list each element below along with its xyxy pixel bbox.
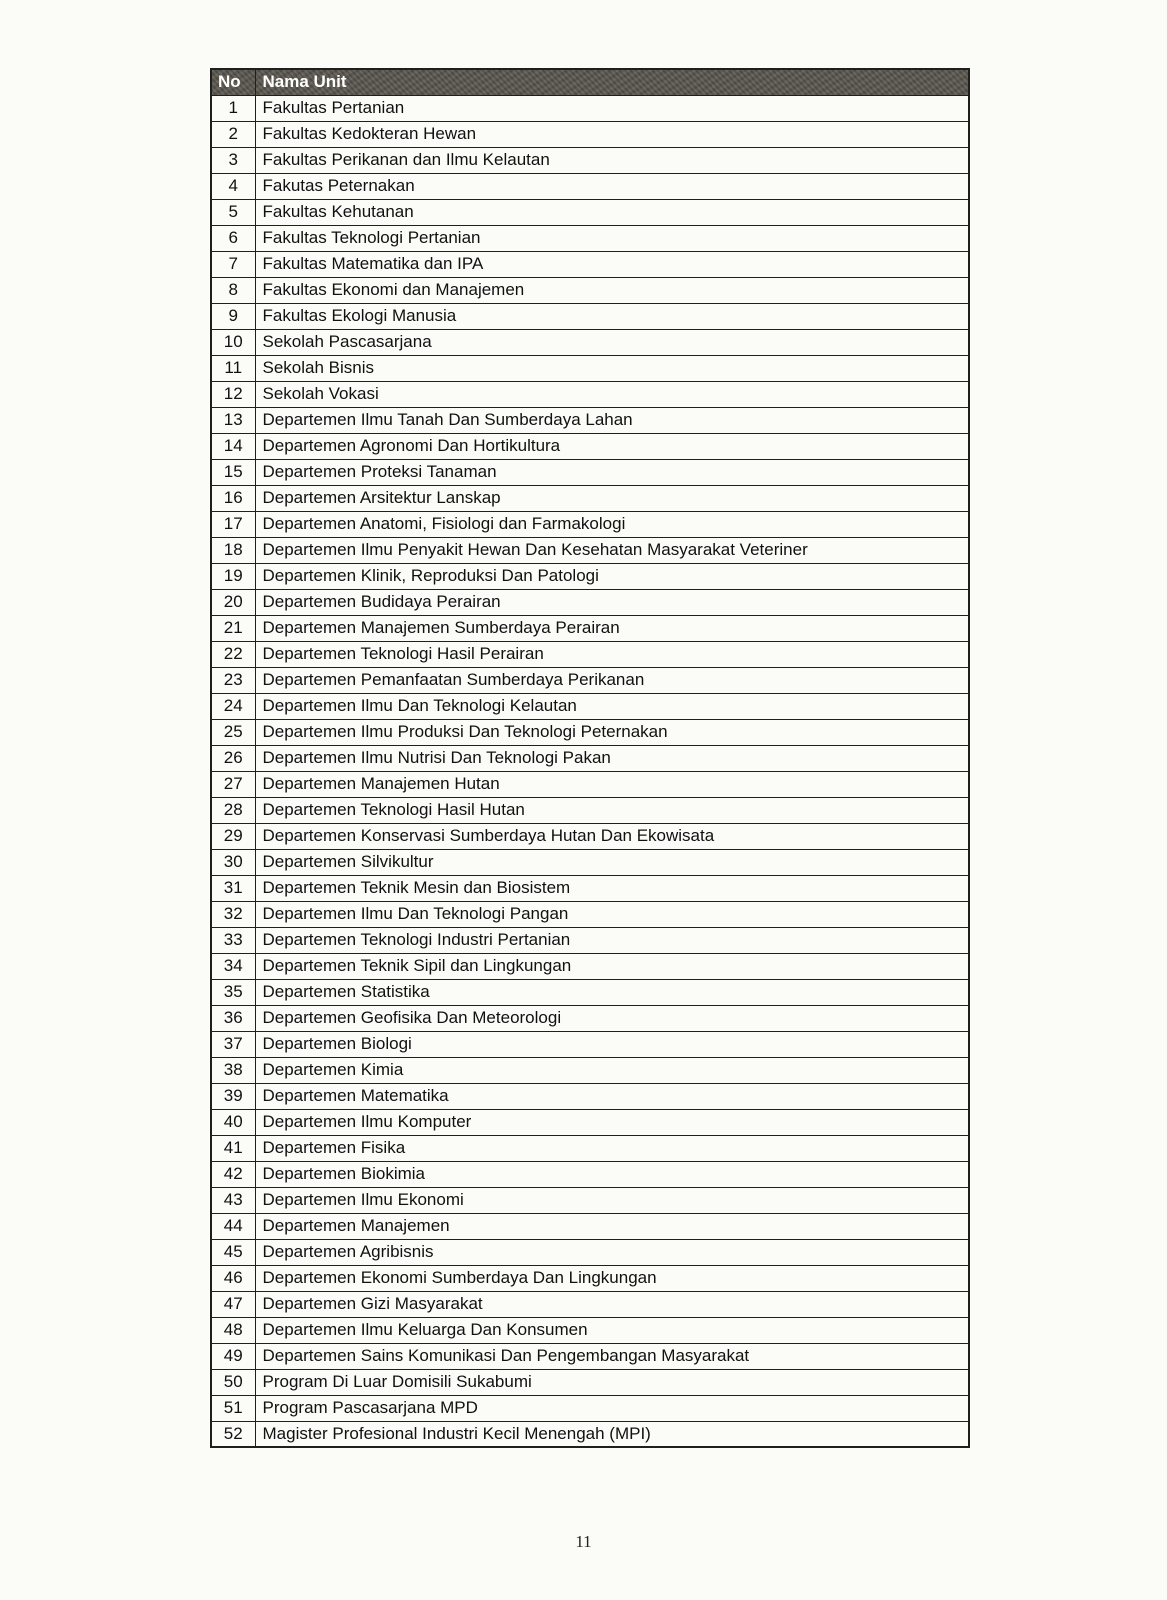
unit-name: Departemen Manajemen — [255, 1213, 969, 1239]
row-number: 11 — [211, 355, 255, 381]
row-number: 17 — [211, 511, 255, 537]
unit-name: Departemen Teknologi Industri Pertanian — [255, 927, 969, 953]
row-number: 19 — [211, 563, 255, 589]
table-row — [211, 1135, 969, 1161]
row-number: 3 — [211, 147, 255, 173]
column-header-nama-unit: Nama Unit — [255, 69, 969, 95]
table-row — [211, 797, 969, 823]
row-number: 32 — [211, 901, 255, 927]
table-row — [211, 667, 969, 693]
table-row — [211, 329, 969, 355]
table-row — [211, 771, 969, 797]
table-header-row — [211, 69, 969, 95]
unit-name: Departemen Proteksi Tanaman — [255, 459, 969, 485]
row-number: 41 — [211, 1135, 255, 1161]
row-number: 8 — [211, 277, 255, 303]
row-number: 29 — [211, 823, 255, 849]
row-number: 42 — [211, 1161, 255, 1187]
row-number: 25 — [211, 719, 255, 745]
unit-table-body — [211, 95, 969, 1447]
unit-name: Departemen Statistika — [255, 979, 969, 1005]
unit-name: Departemen Ilmu Komputer — [255, 1109, 969, 1135]
unit-name: Departemen Agronomi Dan Hortikultura — [255, 433, 969, 459]
table-row — [211, 1291, 969, 1317]
row-number: 7 — [211, 251, 255, 277]
unit-name: Departemen Manajemen Hutan — [255, 771, 969, 797]
unit-name: Departemen Silvikultur — [255, 849, 969, 875]
unit-name: Departemen Biokimia — [255, 1161, 969, 1187]
unit-name: Departemen Ekonomi Sumberdaya Dan Lingkungan — [255, 1265, 969, 1291]
row-number: 30 — [211, 849, 255, 875]
unit-name: Departemen Ilmu Dan Teknologi Pangan — [255, 901, 969, 927]
unit-name: Fakultas Kehutanan — [255, 199, 969, 225]
unit-name: Departemen Sains Komunikasi Dan Pengembangan Masyarakat — [255, 1343, 969, 1369]
row-number: 10 — [211, 329, 255, 355]
unit-name: Departemen Ilmu Ekonomi — [255, 1187, 969, 1213]
row-number: 27 — [211, 771, 255, 797]
unit-name: Departemen Teknik Mesin dan Biosistem — [255, 875, 969, 901]
table-row — [211, 927, 969, 953]
unit-name: Fakutas Peternakan — [255, 173, 969, 199]
row-number: 35 — [211, 979, 255, 1005]
unit-name: Departemen Geofisika Dan Meteorologi — [255, 1005, 969, 1031]
unit-name: Departemen Teknik Sipil dan Lingkungan — [255, 953, 969, 979]
row-number: 43 — [211, 1187, 255, 1213]
row-number: 37 — [211, 1031, 255, 1057]
unit-name: Departemen Fisika — [255, 1135, 969, 1161]
unit-name: Sekolah Pascasarjana — [255, 329, 969, 355]
unit-name: Departemen Konservasi Sumberdaya Hutan Dan Ekowisata — [255, 823, 969, 849]
table-row — [211, 433, 969, 459]
table-row — [211, 589, 969, 615]
unit-name: Sekolah Bisnis — [255, 355, 969, 381]
table-row — [211, 1265, 969, 1291]
row-number: 13 — [211, 407, 255, 433]
row-number: 18 — [211, 537, 255, 563]
row-number: 1 — [211, 95, 255, 121]
row-number: 33 — [211, 927, 255, 953]
unit-name: Fakultas Kedokteran Hewan — [255, 121, 969, 147]
row-number: 31 — [211, 875, 255, 901]
table-row — [211, 823, 969, 849]
table-row — [211, 1369, 969, 1395]
row-number: 46 — [211, 1265, 255, 1291]
unit-name: Fakultas Pertanian — [255, 95, 969, 121]
row-number: 22 — [211, 641, 255, 667]
unit-name: Departemen Teknologi Hasil Perairan — [255, 641, 969, 667]
unit-name: Departemen Manajemen Sumberdaya Perairan — [255, 615, 969, 641]
table-row — [211, 1109, 969, 1135]
row-number: 9 — [211, 303, 255, 329]
row-number: 15 — [211, 459, 255, 485]
unit-name: Fakultas Perikanan dan Ilmu Kelautan — [255, 147, 969, 173]
row-number: 26 — [211, 745, 255, 771]
column-header-no: No — [211, 69, 255, 95]
table-row — [211, 121, 969, 147]
page-number: 11 — [575, 1532, 592, 1551]
table-row — [211, 511, 969, 537]
row-number: 49 — [211, 1343, 255, 1369]
table-row — [211, 1057, 969, 1083]
row-number: 48 — [211, 1317, 255, 1343]
row-number: 44 — [211, 1213, 255, 1239]
row-number: 21 — [211, 615, 255, 641]
table-row — [211, 901, 969, 927]
unit-name: Departemen Ilmu Keluarga Dan Konsumen — [255, 1317, 969, 1343]
unit-name: Departemen Ilmu Tanah Dan Sumberdaya Lahan — [255, 407, 969, 433]
unit-name: Departemen Ilmu Nutrisi Dan Teknologi Pakan — [255, 745, 969, 771]
table-row — [211, 95, 969, 121]
unit-name: Departemen Teknologi Hasil Hutan — [255, 797, 969, 823]
table-row — [211, 355, 969, 381]
unit-name: Departemen Anatomi, Fisiologi dan Farmakologi — [255, 511, 969, 537]
table-row — [211, 537, 969, 563]
table-row — [211, 1083, 969, 1109]
table-row — [211, 1421, 969, 1447]
unit-name: Fakultas Ekonomi dan Manajemen — [255, 277, 969, 303]
table-row — [211, 459, 969, 485]
unit-name: Departemen Klinik, Reproduksi Dan Patologi — [255, 563, 969, 589]
table-row — [211, 1031, 969, 1057]
table-row — [211, 719, 969, 745]
unit-name: Departemen Arsitektur Lanskap — [255, 485, 969, 511]
table-row — [211, 147, 969, 173]
table-row — [211, 615, 969, 641]
row-number: 24 — [211, 693, 255, 719]
unit-name: Fakultas Matematika dan IPA — [255, 251, 969, 277]
unit-name: Departemen Ilmu Dan Teknologi Kelautan — [255, 693, 969, 719]
unit-name: Departemen Ilmu Produksi Dan Teknologi Peternakan — [255, 719, 969, 745]
table-row — [211, 199, 969, 225]
row-number: 40 — [211, 1109, 255, 1135]
table-row — [211, 979, 969, 1005]
table-row — [211, 1213, 969, 1239]
row-number: 28 — [211, 797, 255, 823]
unit-name: Departemen Ilmu Penyakit Hewan Dan Kesehatan Masyarakat Veteriner — [255, 537, 969, 563]
table-row — [211, 1317, 969, 1343]
table-row — [211, 875, 969, 901]
table-row — [211, 1239, 969, 1265]
row-number: 34 — [211, 953, 255, 979]
table-row — [211, 251, 969, 277]
table-row — [211, 693, 969, 719]
table-row — [211, 563, 969, 589]
table-row — [211, 1395, 969, 1421]
unit-name: Departemen Budidaya Perairan — [255, 589, 969, 615]
row-number: 4 — [211, 173, 255, 199]
unit-name: Departemen Pemanfaatan Sumberdaya Perikanan — [255, 667, 969, 693]
row-number: 5 — [211, 199, 255, 225]
unit-table — [210, 68, 970, 1448]
row-number: 47 — [211, 1291, 255, 1317]
table-row — [211, 849, 969, 875]
unit-name: Departemen Kimia — [255, 1057, 969, 1083]
row-number: 45 — [211, 1239, 255, 1265]
table-row — [211, 1005, 969, 1031]
table-row — [211, 1161, 969, 1187]
unit-name: Fakultas Teknologi Pertanian — [255, 225, 969, 251]
row-number: 2 — [211, 121, 255, 147]
row-number: 50 — [211, 1369, 255, 1395]
table-row — [211, 407, 969, 433]
unit-name: Sekolah Vokasi — [255, 381, 969, 407]
table-row — [211, 745, 969, 771]
row-number: 36 — [211, 1005, 255, 1031]
unit-name: Program Pascasarjana MPD — [255, 1395, 969, 1421]
row-number: 51 — [211, 1395, 255, 1421]
row-number: 39 — [211, 1083, 255, 1109]
unit-name: Fakultas Ekologi Manusia — [255, 303, 969, 329]
unit-name: Departemen Agribisnis — [255, 1239, 969, 1265]
unit-name: Magister Profesional Industri Kecil Menengah (MPI) — [255, 1421, 969, 1447]
row-number: 16 — [211, 485, 255, 511]
row-number: 20 — [211, 589, 255, 615]
row-number: 14 — [211, 433, 255, 459]
table-row — [211, 485, 969, 511]
table-row — [211, 277, 969, 303]
table-row — [211, 1187, 969, 1213]
row-number: 6 — [211, 225, 255, 251]
unit-name: Departemen Matematika — [255, 1083, 969, 1109]
unit-name: Departemen Gizi Masyarakat — [255, 1291, 969, 1317]
table-row — [211, 303, 969, 329]
unit-name: Departemen Biologi — [255, 1031, 969, 1057]
table-row — [211, 173, 969, 199]
row-number: 23 — [211, 667, 255, 693]
row-number: 12 — [211, 381, 255, 407]
row-number: 52 — [211, 1421, 255, 1447]
table-row — [211, 225, 969, 251]
unit-name: Program Di Luar Domisili Sukabumi — [255, 1369, 969, 1395]
table-row — [211, 953, 969, 979]
table-row — [211, 641, 969, 667]
table-row — [211, 1343, 969, 1369]
unit-table-container — [210, 68, 970, 1448]
table-row — [211, 381, 969, 407]
row-number: 38 — [211, 1057, 255, 1083]
